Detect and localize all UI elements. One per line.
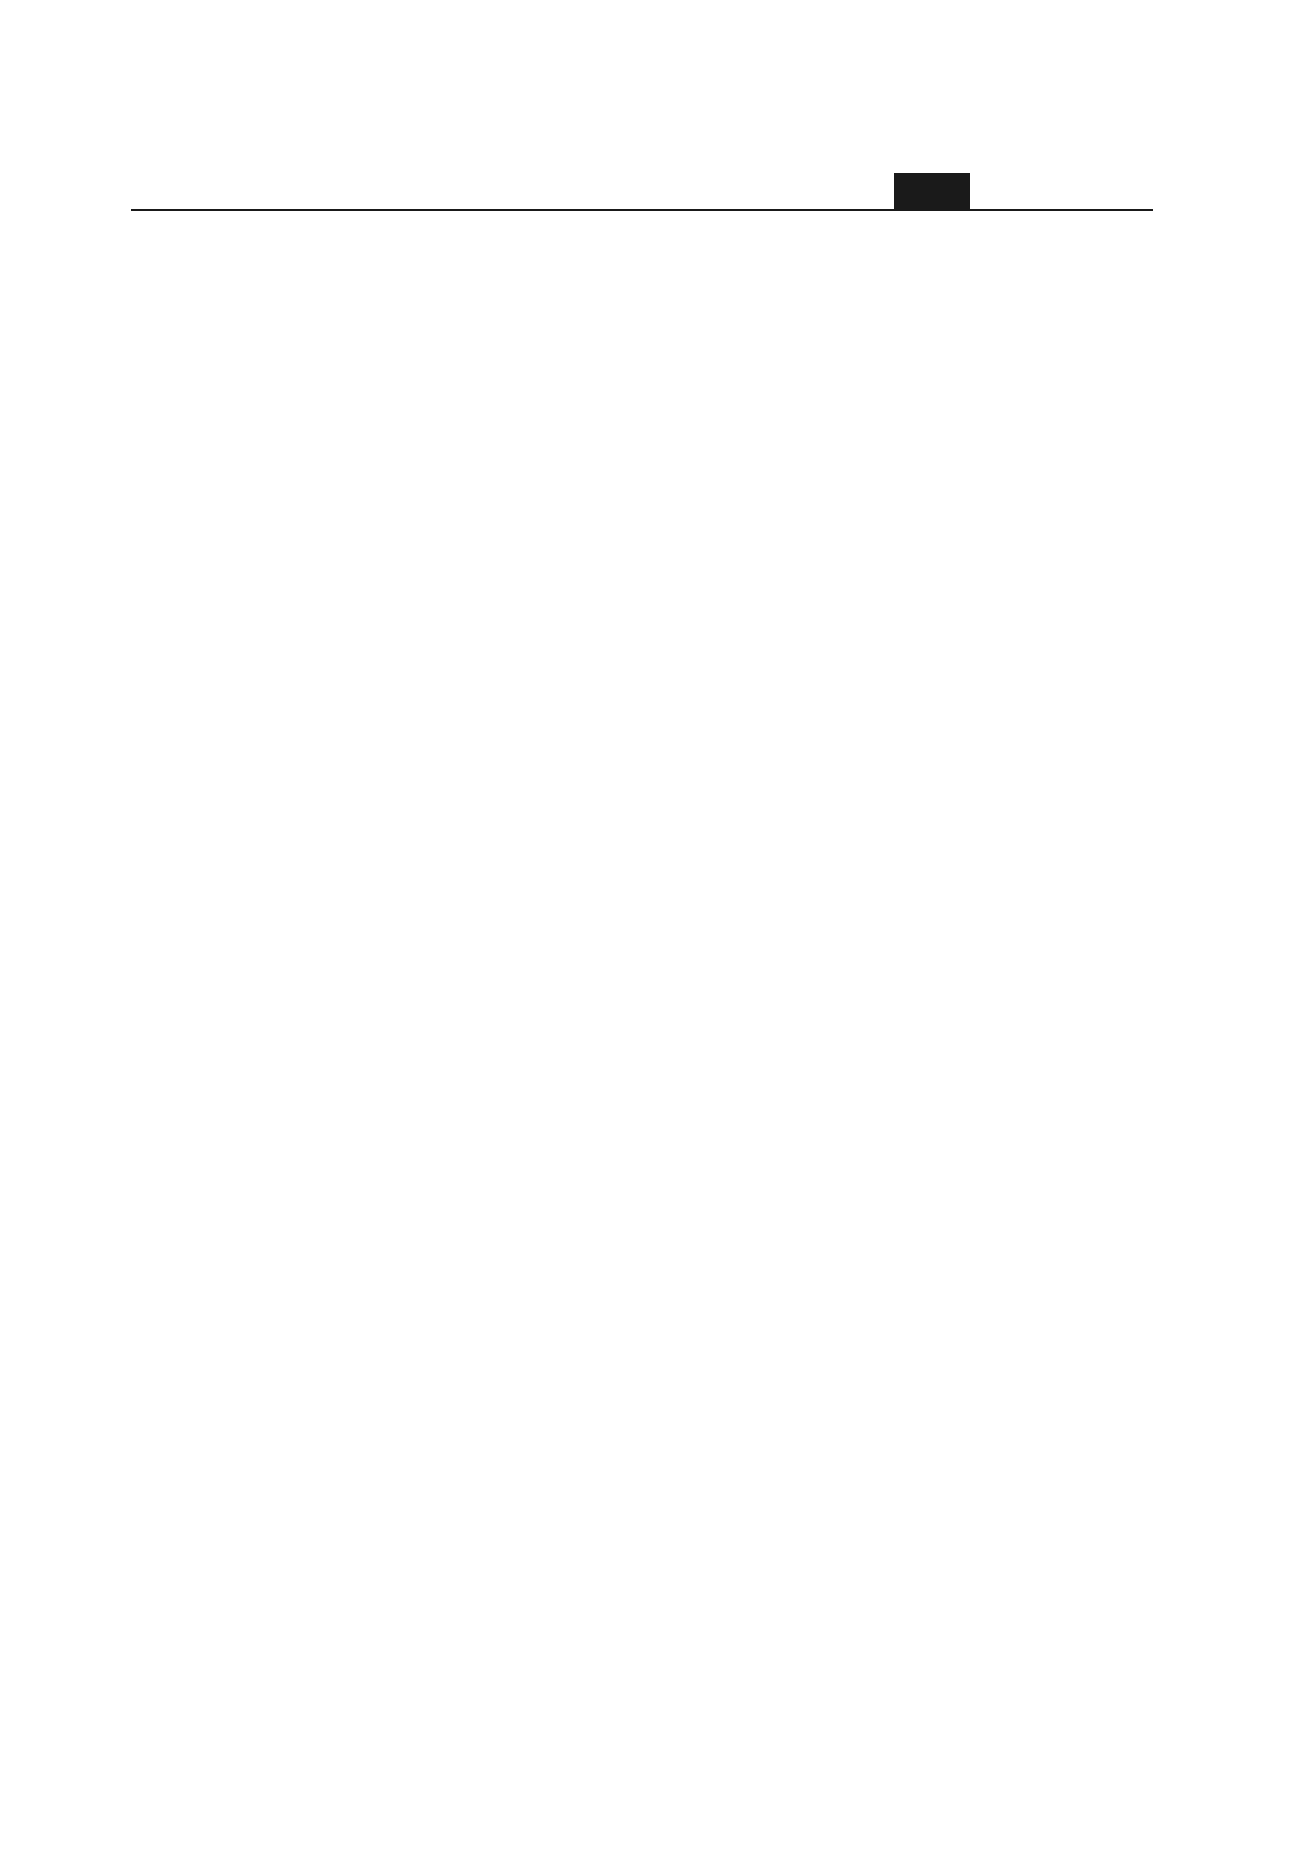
page-number	[894, 173, 970, 209]
page-number-bar	[894, 173, 970, 209]
header-rule	[131, 209, 1153, 211]
